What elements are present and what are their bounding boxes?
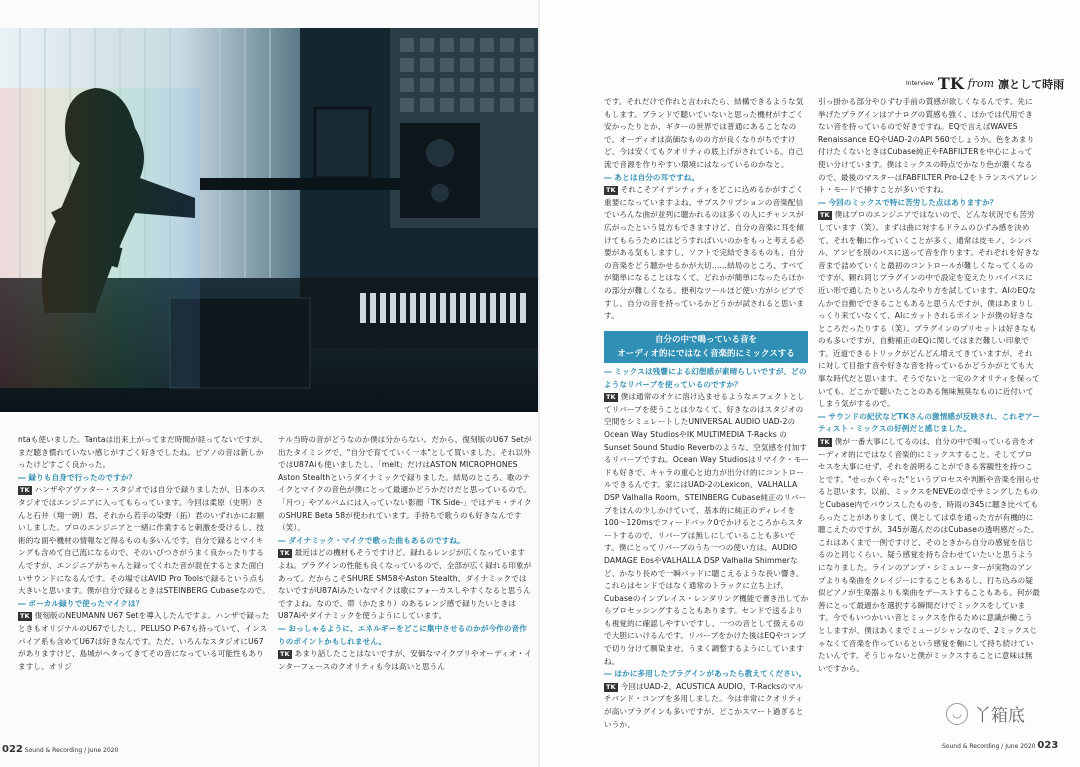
interview-question: ― 録りも自身で行ったのですか？ bbox=[18, 472, 137, 482]
speaker-badge: TK bbox=[606, 186, 616, 195]
interview-question: ― ほかに多用したプラグインがあったら教えてください。 bbox=[604, 669, 807, 679]
footer-right bbox=[942, 740, 1058, 751]
interview-question: ― 今回のミックスで特に苦労した点はありますか？ bbox=[818, 197, 998, 207]
magazine-name: Sound & Recording / June 2020 bbox=[24, 747, 119, 754]
answer-paragraph bbox=[278, 547, 532, 623]
text-column-3a bbox=[604, 96, 810, 329]
interview-question: ― サウンドの紀伏などTKさんの激情感が反映され、これぞアーティスト・ミックスの好例だと感じました。 bbox=[818, 411, 1040, 434]
studio-photo-graphic bbox=[0, 28, 540, 412]
paragraph: ntaも使いました。Tantaは出来上がってまだ時間が経ってないですが、まだ聴き慣れていない感じがすごく好きでしたね。ピアノの音は新しかったけどすごく良かった。 bbox=[18, 435, 268, 470]
answer-paragraph bbox=[18, 610, 270, 673]
chat-icon: ◡ bbox=[946, 703, 968, 725]
answer-paragraph bbox=[818, 436, 1040, 675]
answer-paragraph bbox=[604, 184, 810, 323]
paragraph: 引っ掛かる部分やひずむ手前の質感が欲しくなるんです。先に挙げたプラグインはアナログの質感も強く、ほかでは代用できない音を持っているので好きですね。EQで言えばWAVES Renaissance EQやUAD-2のAPI 560でしょうか。色をあまり付けたくないときはCubase純正やFABFILTERを中心によって使い分けています。僕はミックスの時点でかなり色が濃くなるので、最後のマスターはFABFILTER Pro-L2をトランスペアレント・モードで挿すことが多いですね。 bbox=[818, 97, 1038, 195]
answer-text: 復刻版のNEUMANN U67 Setを導入したんですよ。ハンザで録ったときもオリジナルのU67でしたし、PELUSO P-67も持っていて、インスパイア系も含めてU67は好きなんです。ただ、いろんなスタジオにU67がありますけど、島城がヘタってきてその音になっている可能性もありますし、オリジ bbox=[18, 611, 270, 671]
answer-text: 最近はどの機材もそうですけど、録れるレンジが広くなっていますよね。プラグインの性能も良くなっているので、全部が広く録れる印象があって。だからこそSHURE SM58やAston Stealth、ダイナミックではないですがU87Aiみたいなマイクは歌にフォーカスしやすくなると思うんですよね。なので、帯（かたまり）のあるレンジ感で録りたいときはU87Aiやダイナミックを使うようにしています。 bbox=[278, 548, 532, 621]
pull-quote-line: オーディオ的にではなく音楽的にミックスする bbox=[617, 349, 795, 359]
speaker-badge: TK bbox=[280, 549, 290, 558]
answer-paragraph bbox=[604, 391, 810, 668]
header-label: Interview bbox=[906, 80, 934, 87]
answer-text: 今回はUAD-2、ACUSTICA AUDIO、T-Racksのマルチバンド・コンプを多用しました。今は非常にクオリティが高いプラグインも多いですが、どこかスマート過ぎるというか、 bbox=[604, 681, 804, 729]
page-number: 022 bbox=[2, 744, 23, 755]
speaker-badge: TK bbox=[606, 393, 616, 402]
text-column-1 bbox=[18, 434, 270, 714]
interview-question: ― おっしゃるように、エネルギーをどこに集中させるのかが今作の音作りのポイントかもしれません。 bbox=[278, 623, 527, 646]
answer-text: 僕は通常のオケに溶け込ませるようなエフェクトとしてリバーブを使うことは少なくて、好きなのはスタジオの空間をシミュレートしたUNIVERSAL AUDIO UAD-2のOcean Way StudiosやIK MULTIMEDIA T-Racks のSunset Sound Studio Reverbのような、空気感を付加するリバーブですね。Ocean Way Studiosはリマイク・モードも好きで、キャラの重心と迫力が出分け的にコントロールできるんです。家にはUAD-2のLexicon、VALHALLA DSP Valhalla Room、STEINBERG Cubase純正のリバーブをほんの少しかけていて、基本的に純正のディレイを100〜120msでフィードバック0でかけるところからスタートするので、リバーブは無しにしていることも多いです。僕にとってリバーブのうち一つの使い方は、AUDIO DAMAGE EosやVALHALLA DSP Valhalla Shimmerなど、かなり長めで一瞬バッドに聴こえるような長い響き。これらはセンドではなく通常のトラックに立ち上げ、Cubaseのインプレイス・レンダリング機能で書き出してからプロセッシングすることもあります。センドで送るよりも視覚的に確認しやすいですし、一つの音として扱えるので大胆にいけるんです。リバーブをかけた後はEQやコンプで切り分けて馴染ませ、うまく調整するようにしていますね。 bbox=[604, 392, 809, 666]
answer-text: ハンザやアヴァター・スタジオでは自分で録りましたが、日本のスタジオではエンジニアに入ってもらっています。今回は柔原（史明）さんと石井（翔一朗）君、それから若手の染野（拓）君のいずれかにお願いしました。プロのエンジニアと一緒に作業すると刺激を受けるし、技術的な面や機材の情報など得るものも多いんです。自分で録るとマイキングも含めて自己流になるので、そのいびつさがうまく良かったりするんですが、エンジニアがちゃんと録ってくれた音が混在するとまた面白いサウンドになるんです。その場ではAVID Pro Toolsで録るという点も大きいと思います。僕が自分で録るときはSTEINBERG Cubaseなので。 bbox=[18, 485, 270, 596]
paragraph: です。それだけで作れと言われたら、結構できるような気もします。ブランドで聴いていないと思った機材がすごく安かったりとか、ギターの世界では普通にあることなので。オーディオは高価なものの方が良くなりがちですけど、今は安くてもクオリティの底上げがされている。自己流で音源を作りやすい環境にはなっているのかなと。 bbox=[604, 97, 804, 169]
answer-paragraph bbox=[278, 648, 532, 673]
interview-question: ― ミックスは残響による幻想感が素晴らしいですが、どのようなリバーブを使っているのですか？ bbox=[604, 367, 807, 389]
text-column-4 bbox=[818, 96, 1040, 706]
speaker-badge: TK bbox=[20, 486, 30, 495]
article-header bbox=[906, 74, 1064, 93]
answer-text: 僕が一番大事にしてるのは、自分の中で鳴っている音をオーディオ的にではなく音楽的にミックスすること。そしてプロセスを大事にせず、それを説明ることができる客観性を持つことです。"せっかくやった"というプロセスや判断や音楽を削らせると思います。以前、ミックスをNEVEの卓でサミングしたものとCubase内でバウンスしたものを、時雨の345に聴き比べてもらったことがありまして、僕としては卓を通った方が有機的に聴こえたのですが、345が選んだのはCubaseの透明感だった。これはあくまで一例ですけど、そのときから自分の感覚を信じるのと同じくらい、疑う感覚を持ち合わせていたいと思うようになりました。ラインのアンプ・シミュレーターが実物のアンプよりも楽曲をクレイジーにすることもあるし、打ち込みの疑似ピアノが生楽器よりも楽曲をデーストすることもある。何が最善にとって最適かを選択する瞬間だけでミックスをしています。今でもいつかいい音とミックスを作るために意識が働こうとしますが、僕はあくまでミュージシャンなので、2ミックスじゃなくて音楽を作っているという感覚を軸にして持ち続けていたいんです。そうじゃないと僕がミックスすることに意味は無いですから。 bbox=[818, 437, 1040, 673]
magazine-name: Sound & Recording / June 2020 bbox=[942, 743, 1036, 750]
answer-paragraph bbox=[818, 209, 1040, 411]
header-signature: from bbox=[967, 77, 995, 90]
speaker-badge: TK bbox=[20, 612, 30, 621]
artist-name: TK bbox=[937, 74, 964, 93]
paragraph: ナル当時の音がどうなのか僕は分からない。だから、復刻版のU67 Setが出たタイミングで、"自分で育てていく一本"として買いました。それ以外ではU87Aiも使いましたし、「melt」だけはASTON MICROPHONES Aston Stealthというダイナミックで録りました。結局のところ、歌のテイクとマイクの音色が僕にとって最適かどうかだけだと思っているので。「月つ」やアルバムには入っていない影顔「TK Side-」ではデモ・テイクのSHURE Beta 58が使われています。手持ちで歌うのも好きなんです（笑）。 bbox=[278, 435, 532, 533]
watermark-text: 丫箱底 bbox=[974, 706, 1025, 726]
interview-question: ― ダイナミック・マイクで歌った曲もあるのですね。 bbox=[278, 535, 465, 545]
answer-text: 僕はプロのエンジニアではないので、どんな状況でも苦労しています（笑）。まずは曲に対するドラムのひずみ感を決めて、それを軸に作っていくことが多く、通常は皮モノ、シンバル、アンビを別のバスに送って音を作ります。それぞれを好きな音まで詰めていくと最初のコントロールが難しくなってくるのですが、頼れ同じプラグインの中で設定を変えたりバイパスに近い形で通したりといろんなやり方を試しています。AIのEQなんかで自動でできることもあると思うんですが、僕はあまりしっくり来ていなくて、AIにカットされるポイントが僕の好きなところだったりする（笑）。プラグインのプリセットは好きなものも多いですが、自動補正のEQに関してはまだ難しい印象です。近道できるトリックがどんどん増えてきていますが、それに対して目指す音や好きな音を持っているかどうかがとても大事な時代だと思います。そうでないと一定のクオリティを保っていても、どこかで聴いたことのある無味無臭なものに近付いてしまう気がするので。 bbox=[818, 210, 1040, 409]
pull-quote bbox=[604, 331, 808, 363]
speaker-badge: TK bbox=[280, 650, 290, 659]
text-column-2 bbox=[278, 434, 532, 714]
interview-question: ― ボーカル録りで使ったマイクは？ bbox=[18, 598, 144, 608]
answer-paragraph bbox=[18, 484, 270, 597]
watermark bbox=[946, 701, 1025, 726]
pull-quote-line: 自分の中で鳴っている音を bbox=[654, 335, 757, 345]
answer-text: あまり話したことはないですが、安価なマイクプリやオーディオ・インターフェースのクオリティも今は高いと思うん bbox=[278, 649, 532, 671]
speaker-badge: TK bbox=[820, 211, 830, 220]
interview-question: ― あとは自分の耳ですね。 bbox=[604, 172, 700, 182]
speaker-badge: TK bbox=[606, 682, 616, 691]
answer-paragraph bbox=[604, 681, 810, 731]
answer-text: それこそアイデンティティをどこに込めるかがすごく重要になっていますよね。サブスクリプションの音楽配信でいろんな曲が並列に聴かれるのは多くの人にチャンスが広がったという見方もできますけど、自分の音楽に耳を傾けてもらうためにはどうすればいいのかをもっと考える必要がある気もしますし、ソフトで完結できるものも、自分の音楽をどう聴かせるかが大切……結局のところ、すべてが簡単になることはなくて、どれかが簡単になったらほかの部分が難しくなる。便利なツールほど使い方がシビアですし、自分の音を持っているかどうかが試されると思います。 bbox=[604, 185, 805, 321]
footer-left bbox=[2, 744, 118, 755]
page-number: 023 bbox=[1037, 740, 1059, 751]
text-column-3b bbox=[604, 366, 810, 729]
band-name: 凛として時雨 bbox=[998, 77, 1065, 91]
studio-photo bbox=[0, 28, 540, 412]
speaker-badge: TK bbox=[820, 438, 830, 447]
